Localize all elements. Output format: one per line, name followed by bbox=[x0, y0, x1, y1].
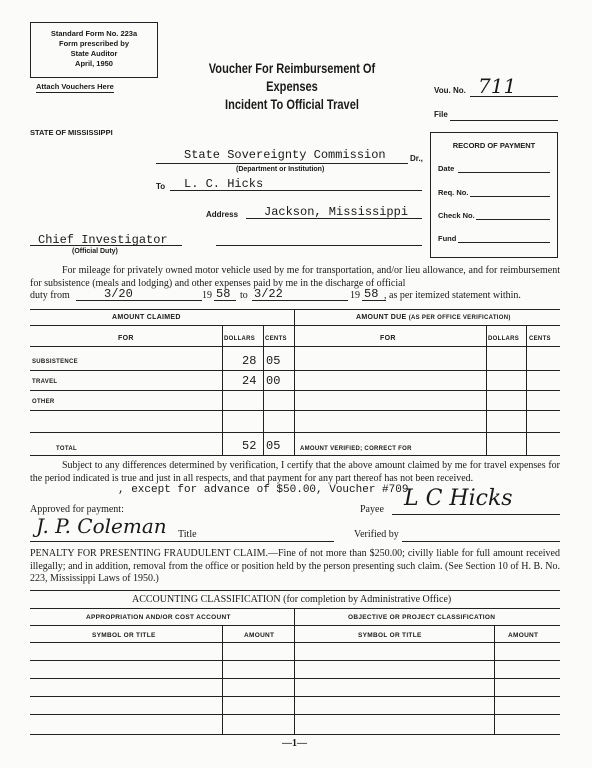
appropriation-header: APPROPRIATION AND/OR COST ACCOUNT bbox=[86, 614, 231, 621]
duty-from-label: duty from bbox=[30, 290, 70, 301]
to-year: 58 bbox=[364, 287, 379, 301]
amount-row-dollars: 24 bbox=[242, 374, 257, 388]
address-value: Jackson, Mississippi bbox=[264, 205, 409, 219]
record-of-payment-title: RECORD OF PAYMENT bbox=[452, 141, 536, 150]
amount-due-sub: (AS PER OFFICE VERIFICATION) bbox=[408, 315, 511, 321]
amount-claimed-header: AMOUNT CLAIMED bbox=[112, 314, 181, 321]
form-number-box bbox=[30, 22, 158, 78]
amount-header-right: AMOUNT bbox=[508, 632, 539, 639]
vou-no-value: 711 bbox=[478, 74, 517, 98]
to-label-statement: to bbox=[240, 290, 248, 301]
record-field-label: Date bbox=[438, 164, 455, 173]
payee-signature: L C Hicks bbox=[404, 486, 513, 511]
official-duty-caption: (Official Duty) bbox=[72, 248, 118, 255]
amount-row-dollars: 28 bbox=[242, 354, 257, 368]
amount-header-left: AMOUNT bbox=[244, 632, 275, 639]
form-number: Standard Form No. 223a bbox=[50, 29, 138, 38]
symbol-header-left: SYMBOL OR TITLE bbox=[92, 632, 156, 639]
certification-text: Subject to any differences determined by verification, I certify that the above amount claimed by me for travel expenses for the period indicated is true and just in all respects, and that payment for any part thereof has not been received. bbox=[30, 460, 560, 484]
title-label: Title bbox=[178, 529, 197, 540]
amount-verified-label: AMOUNT VERIFIED; CORRECT FOR bbox=[300, 446, 412, 452]
amount-due-header bbox=[356, 314, 511, 321]
amount-row-label: OTHER bbox=[32, 399, 55, 405]
dollars-header-right: DOLLARS bbox=[488, 336, 520, 342]
amount-row-line bbox=[30, 370, 560, 371]
form-date: April, 1950 bbox=[75, 59, 113, 68]
vou-no-label: Vou. No. bbox=[434, 86, 466, 95]
dollars-header-left: DOLLARS bbox=[224, 336, 256, 342]
total-cents: 05 bbox=[266, 439, 281, 453]
from-date: 3/20 bbox=[104, 287, 133, 301]
state-label: STATE OF MISSISSIPPI bbox=[30, 128, 113, 137]
accounting-row-line bbox=[30, 660, 560, 661]
total-dollars: 52 bbox=[242, 439, 257, 453]
address-label: Address bbox=[206, 210, 239, 219]
verified-by-label: Verified by bbox=[354, 529, 399, 540]
accounting-row-line bbox=[30, 678, 560, 679]
to-year-prefix: 19 bbox=[350, 290, 360, 301]
attach-vouchers-label: Attach Vouchers Here bbox=[36, 82, 114, 91]
objective-header: OBJECTIVE OR PROJECT CLASSIFICATION bbox=[348, 614, 496, 621]
accounting-row-line bbox=[30, 696, 560, 697]
official-duty-value: Chief Investigator bbox=[38, 233, 168, 247]
amount-row-cents: 05 bbox=[266, 354, 281, 368]
from-year-prefix: 19 bbox=[202, 290, 212, 301]
department-value: State Sovereignty Commission bbox=[184, 148, 386, 162]
cents-header-left: CENTS bbox=[265, 336, 287, 342]
total-label: TOTAL bbox=[56, 446, 77, 452]
penalty-heading: PENALTY FOR PRESENTING FRAUDULENT CLAIM. bbox=[30, 548, 268, 559]
form-auditor: State Auditor bbox=[70, 49, 118, 58]
file-label: File bbox=[434, 110, 448, 119]
statement-end: , as per itemized statement within. bbox=[384, 290, 521, 301]
amount-row-line bbox=[30, 410, 560, 411]
amount-due-label: AMOUNT DUE bbox=[356, 314, 407, 321]
from-year: 58 bbox=[216, 287, 231, 301]
record-field-line bbox=[476, 219, 550, 220]
accounting-title: ACCOUNTING CLASSIFICATION (for completion by Administrative Office) bbox=[132, 594, 452, 605]
for-header-left: FOR bbox=[118, 335, 134, 342]
penalty-text bbox=[30, 548, 560, 586]
to-value: L. C. Hicks bbox=[184, 177, 264, 191]
record-field-line bbox=[458, 242, 550, 243]
record-field-label: Check No. bbox=[438, 211, 475, 220]
to-label: To bbox=[156, 182, 166, 191]
amount-row-label: TRAVEL bbox=[32, 379, 58, 385]
approved-label: Approved for payment: bbox=[30, 504, 124, 515]
amount-row-line bbox=[30, 432, 560, 433]
cents-header-right: CENTS bbox=[529, 336, 551, 342]
voucher-title bbox=[194, 60, 391, 114]
record-field-line bbox=[470, 196, 550, 197]
statement-text: For mileage for privately owned motor vehicle used by me for transportation, and/or lieu allowance, and for reimbursement for subsistence (meals and lodging) and other expenses paid by me in the discharge of official bbox=[30, 265, 560, 289]
accounting-row-line bbox=[30, 642, 560, 643]
payee-label: Payee bbox=[360, 504, 384, 515]
record-field-line bbox=[458, 172, 550, 173]
dr-label: Dr., bbox=[410, 154, 423, 163]
page-number: —1— bbox=[282, 738, 307, 749]
record-field-label: Fund bbox=[438, 234, 457, 243]
amount-row-cents: 00 bbox=[266, 374, 281, 388]
record-field-label: Req. No. bbox=[438, 188, 469, 197]
amount-row-line bbox=[30, 390, 560, 391]
for-header-right: FOR bbox=[380, 335, 396, 342]
penalty-body: —Fine of not more than $250.00; civilly liable for full amount received illegally; and in addition, removal from the office or position held by the person presenting such claim. (See Section 10 of H. B. No. 223, Mississippi Laws of 1950.) bbox=[30, 548, 560, 584]
form-prescribed: Form prescribed by bbox=[58, 39, 130, 48]
title-line-2: Incident To Official Travel bbox=[225, 97, 359, 112]
amount-row-label: SUBSISTENCE bbox=[32, 359, 78, 365]
certification-typed-note: , except for advance of $50.00, Voucher #709 bbox=[118, 484, 409, 496]
accounting-row-line bbox=[30, 714, 560, 715]
department-caption: (Department or Institution) bbox=[236, 166, 325, 173]
title-line-1: Voucher For Reimbursement Of Expenses bbox=[208, 61, 376, 94]
symbol-header-right: SYMBOL OR TITLE bbox=[358, 632, 422, 639]
approver-signature: J. P. Coleman bbox=[36, 514, 167, 538]
to-date: 3/22 bbox=[254, 287, 283, 301]
